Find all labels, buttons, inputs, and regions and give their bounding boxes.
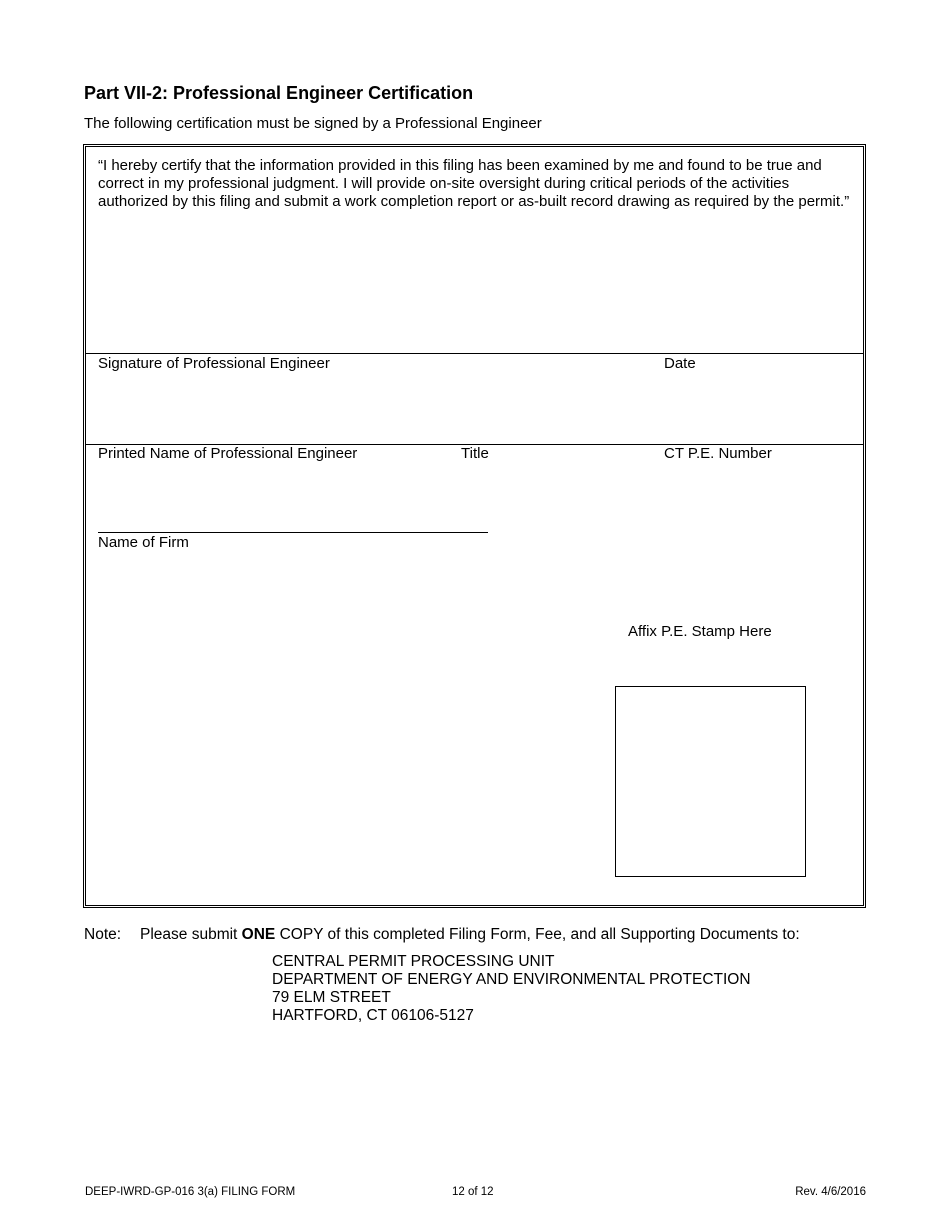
- footer-revision: Rev. 4/6/2016: [795, 1186, 866, 1198]
- stamp-label: Affix P.E. Stamp Here: [628, 623, 772, 640]
- signature-line: [86, 353, 863, 354]
- address-line: DEPARTMENT OF ENERGY AND ENVIRONMENTAL PROTECTION: [272, 971, 751, 988]
- page-subtitle: The following certification must be signed by a Professional Engineer: [84, 115, 542, 132]
- address-line: CENTRAL PERMIT PROCESSING UNIT: [272, 953, 555, 970]
- firm-label: Name of Firm: [98, 534, 189, 551]
- title-label: Title: [461, 445, 489, 462]
- note-label: Note:: [84, 926, 122, 943]
- address-line: 79 ELM STREET: [272, 989, 391, 1006]
- certification-statement: “I hereby certify that the information provided in this filing has been examined by me and found to be true and correct in my professional judgment. I will provide on-site oversight during critical periods of the activities authorized by this filing and submit a work completion report or as-built record drawing as required by the permit.”: [98, 157, 850, 210]
- note-text: [140, 926, 800, 944]
- mailing-address: [272, 953, 751, 1025]
- footer-page-number: 12 of 12: [452, 1186, 494, 1198]
- page-title: Part VII-2: Professional Engineer Certification: [84, 83, 474, 103]
- note-text-before: Please submit: [140, 926, 242, 943]
- signature-label: Signature of Professional Engineer: [98, 355, 330, 372]
- printed-name-label: Printed Name of Professional Engineer: [98, 445, 358, 462]
- note-text-after: COPY of this completed Filing Form, Fee, and all Supporting Documents to:: [275, 926, 800, 943]
- date-label: Date: [664, 355, 696, 372]
- note-text-bold: ONE: [241, 926, 276, 943]
- footer-form-id: DEEP-IWRD-GP-016 3(a) FILING FORM: [85, 1186, 296, 1198]
- pe-number-label: CT P.E. Number: [664, 445, 772, 462]
- address-line: HARTFORD, CT 06106-5127: [272, 1007, 474, 1024]
- stamp-box: [615, 686, 806, 877]
- certification-box: [83, 144, 866, 908]
- firm-line: [98, 532, 488, 533]
